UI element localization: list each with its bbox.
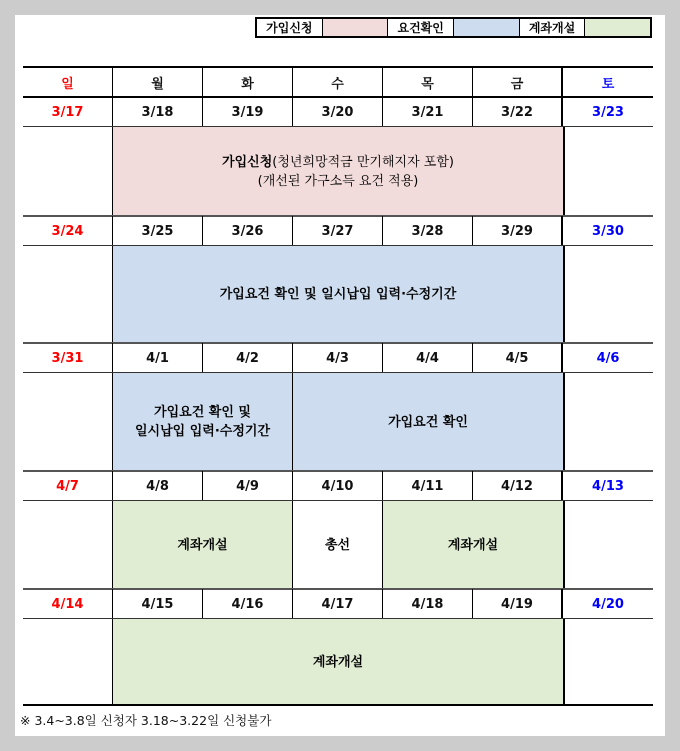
empty-cell: [23, 373, 113, 471]
date-cell: 4/8: [113, 471, 203, 501]
block-title: 계좌개설: [177, 537, 228, 553]
date-cell: 4/19: [473, 589, 563, 619]
date-cell: 4/4: [383, 343, 473, 373]
legend-swatch-check: [454, 19, 520, 36]
weekday-header: 토: [601, 76, 615, 92]
block-title: 계좌개설: [447, 537, 499, 553]
block-title: 계좌개설: [312, 654, 364, 670]
block-title: 일시납입 입력·수정기간: [134, 424, 271, 439]
date-cell: 3/17: [23, 97, 113, 127]
empty-cell: [563, 373, 653, 471]
date-cell: 4/10: [293, 471, 383, 501]
legend-label-check: 요건확인: [388, 19, 454, 36]
empty-cell: [563, 501, 653, 589]
weekday-header: 월: [113, 67, 203, 97]
block-line: [177, 536, 227, 555]
block-title: 총선: [324, 537, 351, 553]
empty-cell: [563, 246, 653, 343]
legend-swatch-apply: [323, 19, 389, 36]
date-cell: 3/19: [203, 97, 293, 127]
block-line: [388, 413, 468, 432]
date-cell: 3/28: [383, 216, 473, 246]
date-cell: 3/20: [293, 97, 383, 127]
date-cell: 3/31: [23, 343, 113, 373]
empty-cell: [23, 619, 113, 705]
schedule-block-pink: [113, 127, 563, 216]
date-cell: 4/2: [203, 343, 293, 373]
block-line: [222, 153, 454, 172]
schedule-block-white: [293, 501, 383, 589]
date-cell: 4/15: [113, 589, 203, 619]
date-cell: 4/7: [23, 471, 113, 501]
legend: [255, 17, 652, 38]
date-cell: 4/5: [473, 343, 563, 373]
block-title: 가입신청: [222, 154, 273, 170]
empty-cell: [23, 501, 113, 589]
date-cell: 4/17: [293, 589, 383, 619]
block-title: 가입요건 확인: [388, 414, 468, 430]
block-line: [313, 653, 363, 672]
table-bottom-border: [23, 704, 653, 706]
empty-cell: [563, 619, 653, 705]
footnote: ※ 3.4~3.8일 신청자 3.18~3.22일 신청불가: [20, 713, 272, 728]
schedule-block-green: [113, 619, 563, 705]
block-note: (개선된 가구소득 요건 적용): [257, 173, 419, 189]
date-cell: 3/29: [473, 216, 563, 246]
date-cell: 3/22: [473, 97, 563, 127]
date-cell: 4/18: [383, 589, 473, 619]
date-cell: 4/16: [203, 589, 293, 619]
legend-label-open: 계좌개설: [520, 19, 586, 36]
schedule-block-green: [383, 501, 563, 589]
weekday-header: 화: [203, 67, 293, 97]
date-cell: 4/14: [23, 589, 113, 619]
date-cell: 3/23: [592, 104, 624, 120]
block-note: (청년희망적금 만기해지자 포함): [272, 154, 454, 170]
date-cell: 3/24: [23, 216, 113, 246]
date-cell: 3/27: [293, 216, 383, 246]
date-cell: 3/26: [203, 216, 293, 246]
date-cell: 4/6: [596, 350, 620, 366]
block-line: [325, 536, 350, 555]
empty-cell: [23, 127, 113, 216]
legend-label-apply: 가입신청: [257, 19, 323, 36]
schedule-block-green: [113, 501, 293, 589]
date-cell: 4/3: [293, 343, 383, 373]
date-cell: 4/12: [473, 471, 563, 501]
date-cell: 3/18: [113, 97, 203, 127]
table-top-border: [23, 66, 653, 68]
date-cell: 4/9: [203, 471, 293, 501]
weekday-header: 일: [23, 67, 113, 97]
empty-cell: [563, 127, 653, 216]
date-cell: 4/1: [113, 343, 203, 373]
block-line: [220, 285, 457, 304]
weekday-header: 목: [383, 67, 473, 97]
schedule-block-blue: [113, 373, 293, 471]
date-cell: 3/30: [592, 223, 624, 239]
empty-cell: [23, 246, 113, 343]
block-title: 가입요건 확인 및: [154, 405, 251, 420]
weekday-header: 금: [473, 67, 563, 97]
block-line: [154, 403, 251, 422]
weekday-header: 수: [293, 67, 383, 97]
schedule-block-blue: [293, 373, 563, 471]
date-cell: 4/20: [592, 596, 624, 612]
legend-swatch-open: [585, 19, 650, 36]
date-cell: 3/21: [383, 97, 473, 127]
block-title: 가입요건 확인 및 일시납입 입력·수정기간: [219, 287, 457, 302]
date-cell: 4/13: [592, 478, 624, 494]
date-cell: 3/25: [113, 216, 203, 246]
date-cell: 4/11: [383, 471, 473, 501]
schedule-block-blue: [113, 246, 563, 343]
block-line: [448, 536, 498, 555]
